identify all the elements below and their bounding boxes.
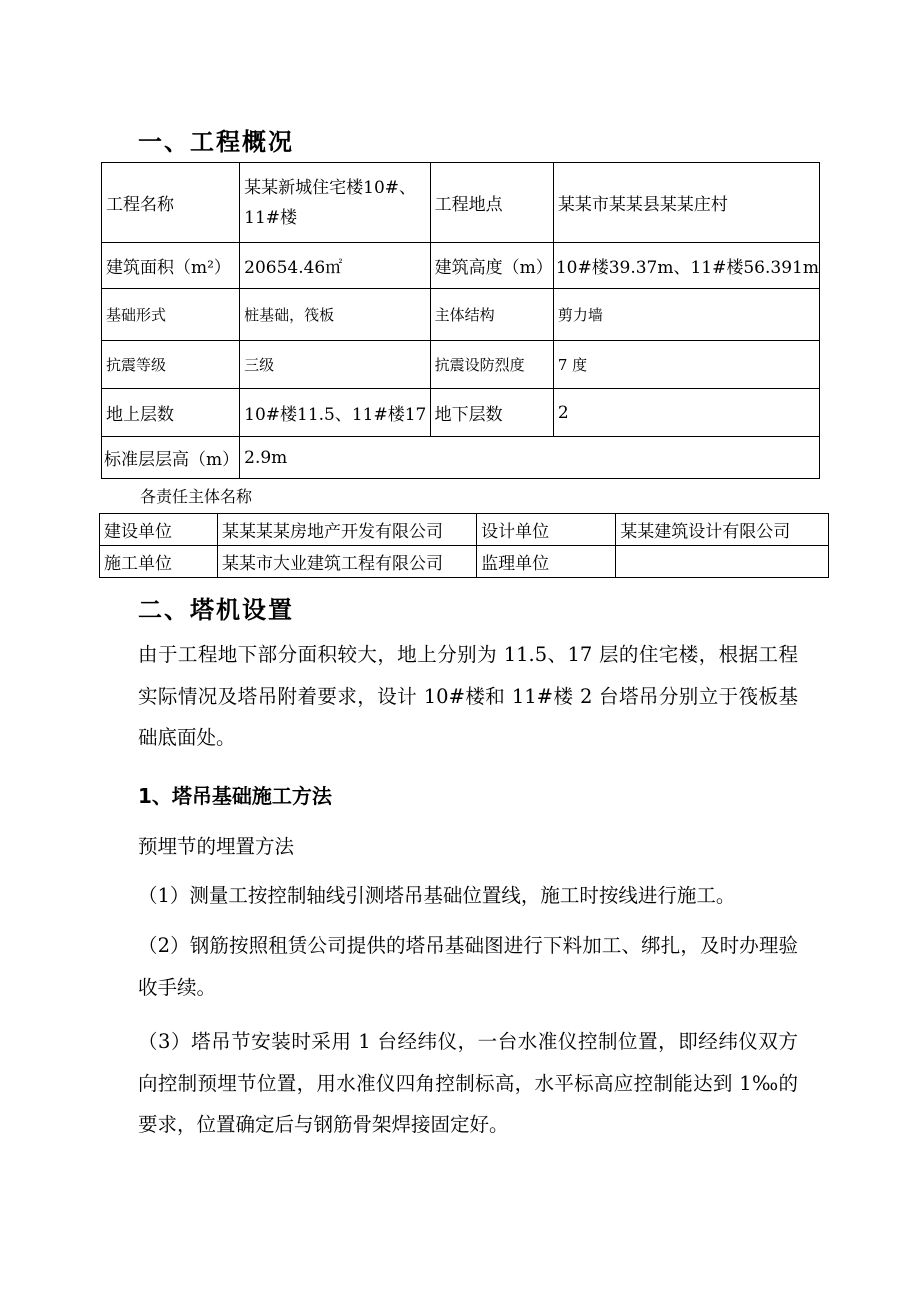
table-cell: 某某建筑设计有限公司 [616, 514, 829, 546]
table-row [102, 341, 820, 389]
table-cell: 施工单位 [100, 546, 218, 578]
table-cell: 工程地点 [430, 163, 553, 243]
table-cell: 抗震设防烈度 [430, 341, 553, 389]
intro-paragraph: 由于工程地下部分面积较大，地上分别为 11.5、17 层的住宅楼，根据工程实际情况及塔吊附着要求，设计 10#楼和 11#楼 2 台塔吊分别立于筏板基础底面处。 [138, 643, 798, 749]
table-cell: 基础形式 [102, 289, 240, 341]
table-row [102, 289, 820, 341]
table-cell: 抗震等级 [102, 341, 240, 389]
table-cell: 三级 [240, 341, 430, 389]
table-cell: 某某市大业建筑工程有限公司 [217, 546, 476, 578]
table-cell: 主体结构 [430, 289, 553, 341]
table-cell: 地下层数 [430, 389, 553, 437]
table-row [102, 243, 820, 289]
table-cell: 监理单位 [477, 546, 616, 578]
project-overview-table [101, 162, 820, 479]
table-cell: 2.9m [240, 437, 820, 479]
table-row [102, 389, 820, 437]
table-cell: 某某新城住宅楼10#、11#楼 [240, 163, 430, 243]
section-title-tower-crane: 二、塔机设置 [138, 596, 294, 624]
table-row [102, 163, 820, 243]
table-cell: 2 [553, 389, 819, 437]
table-cell: 20654.46㎡ [240, 243, 430, 289]
table-cell: 某某市某某县某某庄村 [553, 163, 819, 243]
table-row [102, 437, 820, 479]
embed-method-title: 预埋节的埋置方法 [138, 835, 295, 858]
table-cell: 建设单位 [100, 514, 218, 546]
table-cell: 10#楼11.5、11#楼17 [240, 389, 430, 437]
table-cell: 设计单位 [477, 514, 616, 546]
table-cell [616, 546, 829, 578]
table-cell: 7 度 [553, 341, 819, 389]
step-1-paragraph: （1）测量工按控制轴线引测塔吊基础位置线，施工时按线进行施工。 [138, 884, 736, 907]
step-3-paragraph: （3）塔吊节安装时采用 1 台经纬仪，一台水准仪控制位置，即经纬仪双方向控制预埋节位置，用水准仪四角控制标高，水平标高应控制能达到 1‰的要求，位置确定后与钢筋骨架焊接固定好。 [138, 1030, 798, 1136]
table-cell: 桩基础，筏板 [240, 289, 430, 341]
table-cell: 剪力墙 [553, 289, 819, 341]
table-cell: 某某某某房地产开发有限公司 [217, 514, 476, 546]
section-title-overview: 一、工程概况 [138, 128, 294, 156]
responsible-parties-table [99, 513, 829, 578]
table-row [100, 546, 829, 578]
table-cell: 建筑高度（m） [430, 243, 553, 289]
table-cell: 10#楼39.37m、11#楼56.391m [553, 243, 819, 289]
table-cell: 建筑面积（m²） [102, 243, 240, 289]
subsection-title: 1、塔吊基础施工方法 [138, 784, 332, 808]
step-2-paragraph: （2）钢筋按照租赁公司提供的塔吊基础图进行下料加工、绑扎，及时办理验收手续。 [138, 934, 798, 999]
table-cell: 标准层层高（m） [102, 437, 240, 479]
parties-caption: 各责任主体名称 [140, 487, 253, 506]
table-cell: 工程名称 [102, 163, 240, 243]
table-row [100, 514, 829, 546]
table-cell: 地上层数 [102, 389, 240, 437]
